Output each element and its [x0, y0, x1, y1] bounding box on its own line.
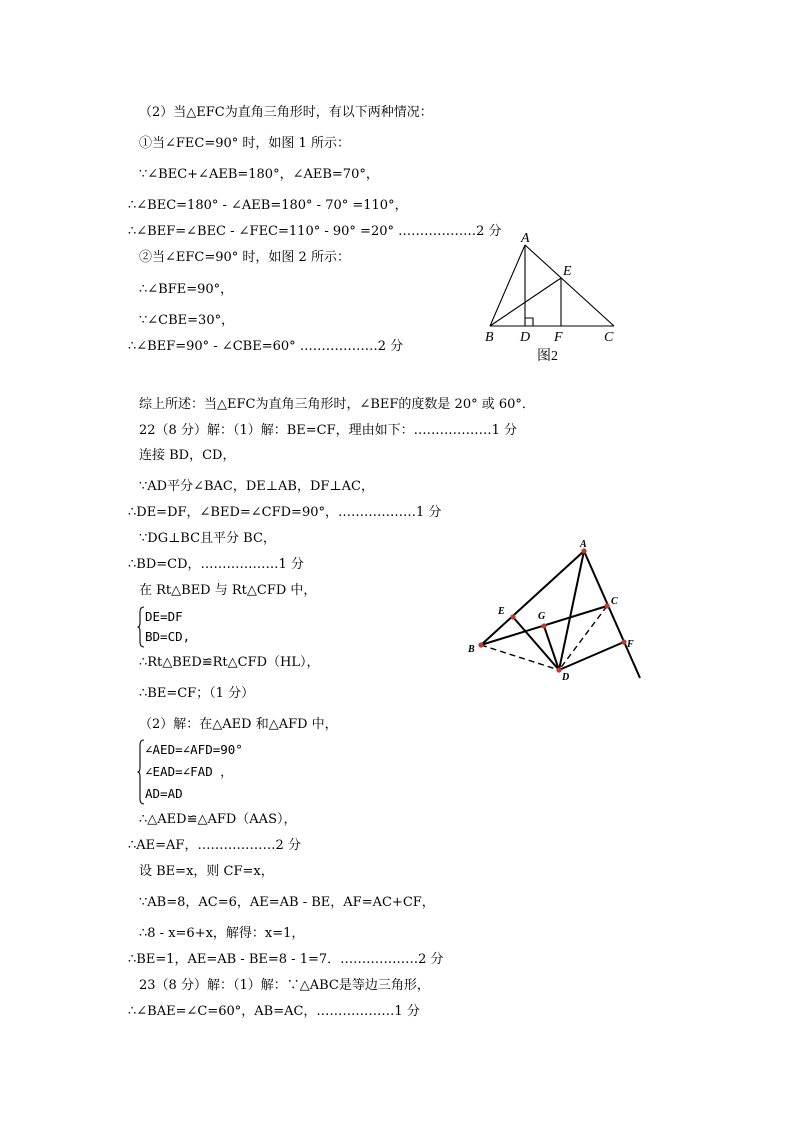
system-2-row-2: ∠EAD=∠FAD ，: [145, 764, 233, 779]
label-b: B: [485, 330, 494, 345]
line-bae: ∴∠BAE=∠C=60°，AB=AC，………………1 分: [128, 1004, 420, 1019]
point-b-icon: [478, 642, 483, 647]
label-d: D: [562, 672, 570, 683]
label-f: F: [627, 639, 634, 650]
label-f: F: [554, 330, 563, 345]
line-case2: ②当∠EFC=90° 时，如图 2 所示：: [139, 250, 350, 265]
segment-gd: [544, 626, 559, 670]
label-c: C: [604, 330, 614, 345]
line-connect: 连接 BD，CD，: [139, 448, 236, 463]
system-1-row-2: BD=CD,: [145, 629, 191, 644]
point-c-icon: [604, 603, 609, 608]
figure-2-caption: 图2: [537, 349, 558, 364]
figure-2: [480, 225, 630, 370]
left-brace-icon: [137, 606, 145, 648]
line-in-rt: 在 Rt△BED 与 Rt△CFD 中，: [139, 583, 317, 598]
label-a: A: [580, 539, 587, 550]
line-be-value: ∴BE=1，AE=AB - BE=8 - 1=7．………………2 分: [128, 952, 444, 967]
segment-ed: [513, 617, 559, 670]
line-therefore-3: ∴∠BFE=90°，: [139, 282, 234, 297]
system-2-row-3: AD=AD: [145, 786, 183, 801]
left-brace-icon: [137, 739, 145, 805]
label-e: E: [498, 606, 505, 617]
line-be-cf: ∴BE=CF；（1 分）: [139, 686, 255, 701]
line-therefore-4: ∴∠BEF=90° - ∠CBE=60° ………………2 分: [128, 339, 404, 354]
line-summary: 综上所述：当△EFC为直角三角形时，∠BEF的度数是 20° 或 60°．: [139, 397, 535, 412]
label-c: C: [611, 596, 618, 607]
line-part2-header: （2）当△EFC为直角三角形时，有以下两种情况：: [139, 105, 433, 120]
equation-system-2: [137, 739, 307, 805]
line-therefore-de: ∴DE=DF，∠BED=∠CFD=90°，………………1 分: [128, 505, 442, 520]
line-congruent-aas: ∴△AED≌△AFD（AAS），: [139, 812, 297, 827]
label-b: B: [468, 644, 475, 655]
point-f-icon: [621, 639, 626, 644]
line-q23-header: 23（8 分）解：（1）解：∵△ABC是等边三角形，: [139, 978, 430, 993]
line-therefore-bd: ∴BD=CD，………………1 分: [128, 557, 304, 572]
line-congruent-hl: ∴Rt△BED≌Rt△CFD（HL），: [139, 655, 320, 670]
line-because-1: ∵∠BEC+∠AEB=180°，∠AEB=70°，: [139, 167, 379, 182]
line-part2-22: （2）解：在△AED 和△AFD 中，: [139, 717, 338, 732]
line-because-ad: ∵AD平分∠BAC，DE⊥AB，DF⊥AC，: [139, 479, 374, 494]
line-because-ab: ∵AB=8，AC=6，AE=AB - BE，AF=AC+CF，: [139, 895, 435, 910]
system-1-row-1: DE=DF: [145, 609, 183, 624]
segment-ab: [481, 551, 584, 645]
line-therefore-2: ∴∠BEF=∠BEC - ∠FEC=110° - 90° =20° ………………2 分: [128, 224, 502, 239]
label-d: D: [520, 330, 531, 345]
point-d-icon: [556, 667, 561, 672]
segment-ac: [525, 245, 614, 326]
segment-ad: [559, 551, 584, 670]
label-e: E: [563, 264, 572, 279]
line-case1: ①当∠FEC=90° 时，如图 1 所示：: [139, 136, 350, 151]
point-g-icon: [541, 623, 546, 628]
figure-22: [460, 535, 650, 685]
label-g: G: [538, 611, 546, 622]
line-because-dg: ∵DG⊥BC且平分 BC，: [139, 531, 276, 546]
right-angle-icon: [525, 318, 533, 326]
ray-ac: [584, 551, 640, 678]
line-ae-af: ∴AE=AF，………………2 分: [128, 838, 301, 853]
line-because-2: ∵∠CBE=30°，: [139, 313, 235, 328]
system-2-row-1: ∠AED=∠AFD=90°: [145, 742, 243, 757]
line-q22-header: 22（8 分）解：（1）解：BE=CF，理由如下：………………1 分: [139, 423, 518, 438]
line-therefore-1: ∴∠BEC=180° - ∠AEB=180° - 70° =110°，: [128, 198, 408, 213]
equation-system-1: [137, 606, 257, 648]
label-a: A: [521, 231, 530, 246]
line-solve-x: ∴8 - x=6+x，解得：x=1，: [139, 926, 305, 941]
point-e-icon: [510, 614, 515, 619]
line-set-x: 设 BE=x，则 CF=x，: [139, 864, 274, 879]
